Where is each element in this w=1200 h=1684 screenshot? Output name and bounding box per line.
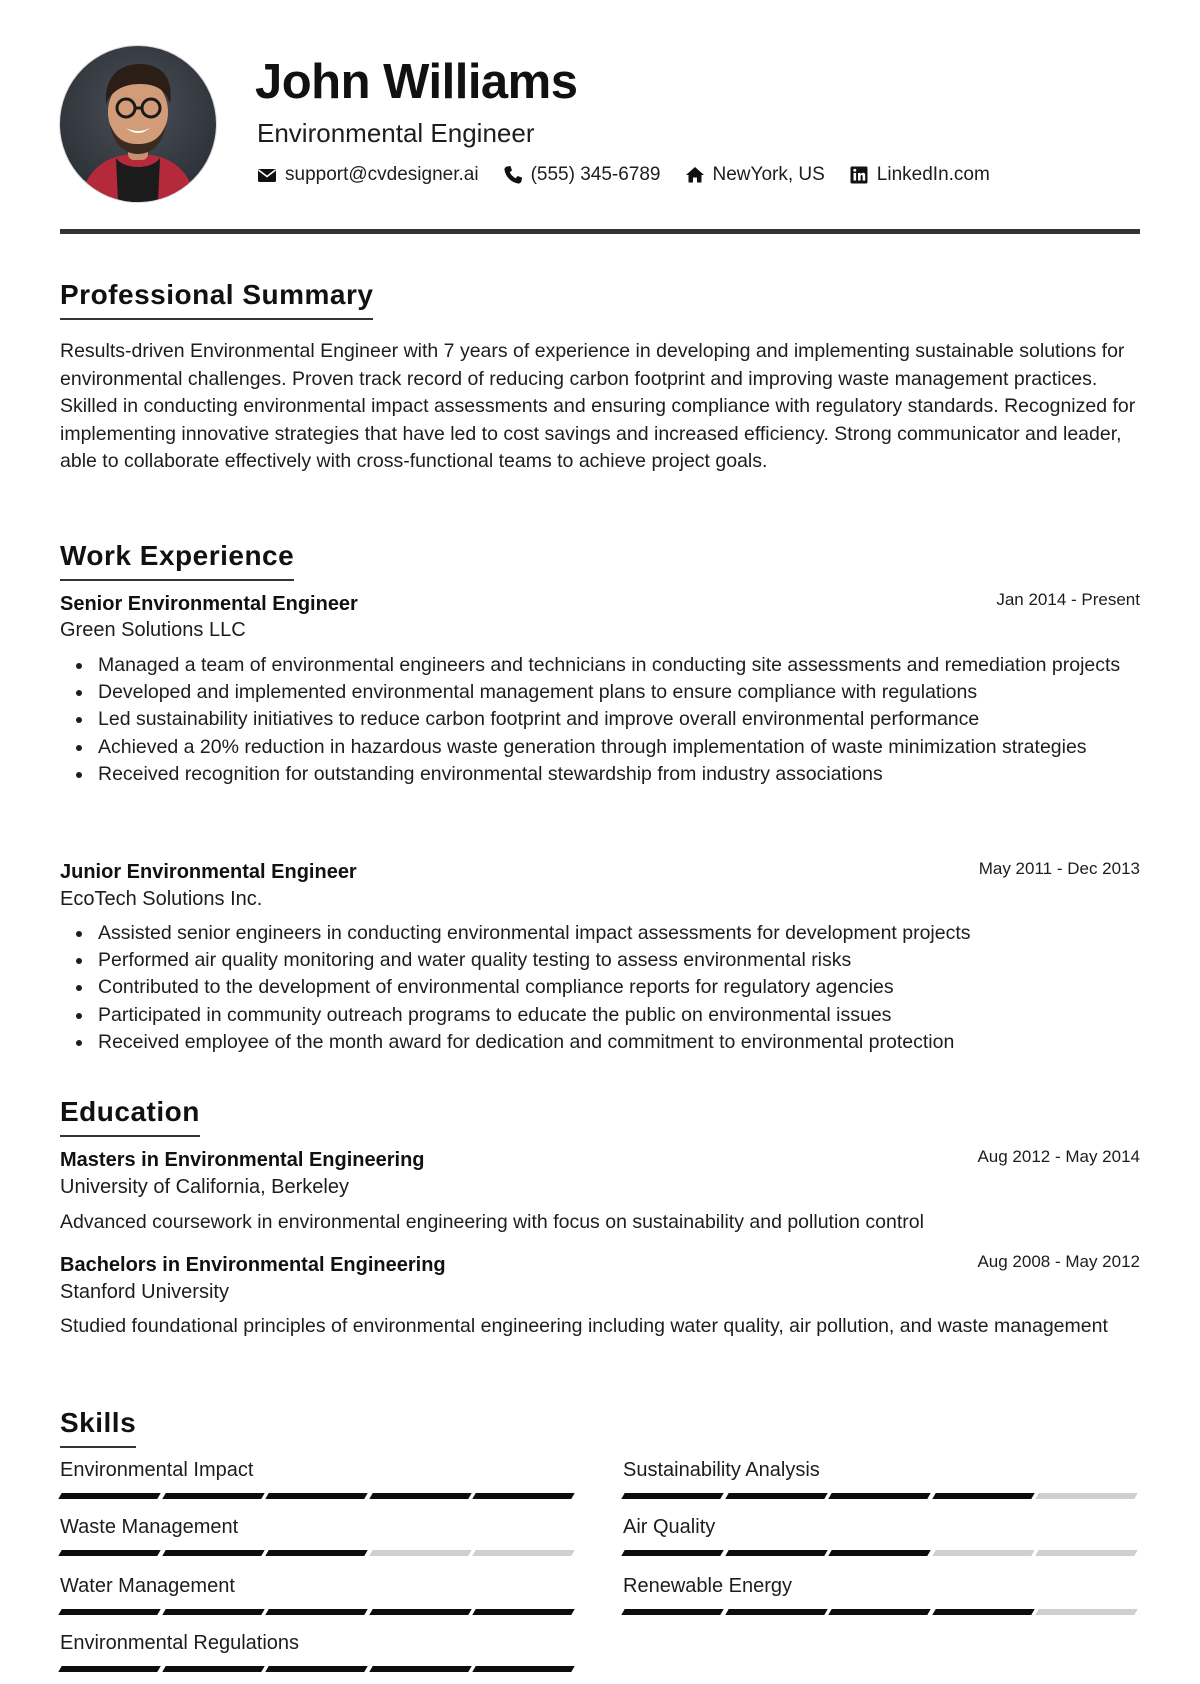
list-item: Received employee of the month award for dedication and commitment to environmental protection <box>60 1029 1142 1056</box>
summary-text: Results-driven Environmental Engineer with 7 years of experience in developing and implementing sustainable solutions for environmental challenges. Proven track record of reducing carbon footprint and improving waste management practices. Skilled in conducting environmental impact assessments and ensuring compliance with regulatory standards. Recognized for implementing innovative strategies that have led to cost savings and increased efficiency. Strong communicator and leader, able to collaborate effectively with cross-functional teams to achieve project goals. <box>60 340 1136 472</box>
skill-segment-filled <box>621 1493 723 1499</box>
skill-segment-filled <box>58 1666 160 1672</box>
contact-bar <box>257 164 1014 186</box>
skill-name: Sustainability Analysis <box>623 1459 820 1481</box>
skill-segment-filled <box>473 1493 575 1499</box>
skill-level-bar <box>60 1666 578 1672</box>
envelope-icon <box>257 165 277 185</box>
skill-level-bar <box>60 1493 578 1499</box>
job-title: Senior Environmental Engineer <box>60 593 358 615</box>
skill-segment-filled <box>265 1609 367 1615</box>
skill-segment-filled <box>265 1493 367 1499</box>
skill-level-bar <box>60 1550 578 1556</box>
education-heading: Education <box>60 1098 200 1137</box>
skill-item <box>623 1460 1141 1499</box>
home-icon <box>685 165 705 185</box>
candidate-title: Environmental Engineer <box>257 118 535 148</box>
degree-title: Bachelors in Environmental Engineering <box>60 1254 446 1276</box>
skill-name: Environmental Impact <box>60 1459 254 1481</box>
skill-segment-filled <box>162 1666 264 1672</box>
skill-level-bar <box>623 1493 1141 1499</box>
list-item: Received recognition for outstanding environmental stewardship from industry associations <box>60 761 1142 788</box>
skill-segment-filled <box>932 1609 1034 1615</box>
education-dates: Aug 2012 - May 2014 <box>977 1147 1140 1166</box>
contact-email[interactable] <box>257 164 479 186</box>
school-name: University of California, Berkeley <box>60 1176 349 1198</box>
skill-segment-filled <box>725 1550 827 1556</box>
phone-icon <box>503 165 523 185</box>
skill-segment-filled <box>369 1609 471 1615</box>
skill-segment-filled <box>828 1550 930 1556</box>
job-company: Green Solutions LLC <box>60 619 246 641</box>
list-item: Assisted senior engineers in conducting environmental impact assessments for development projects <box>60 920 1142 947</box>
job-dates: May 2011 - Dec 2013 <box>978 859 1140 878</box>
phone-text: (555) 345-6789 <box>530 164 661 185</box>
skill-segment-filled <box>828 1609 930 1615</box>
skill-segment-filled <box>58 1550 160 1556</box>
skill-name: Water Management <box>60 1575 235 1597</box>
contact-phone[interactable] <box>503 164 661 186</box>
skill-item <box>60 1633 578 1672</box>
skill-item <box>60 1517 578 1556</box>
skill-segment-filled <box>473 1609 575 1615</box>
list-item: Participated in community outreach programs to educate the public on environmental issues <box>60 1002 1142 1029</box>
skill-segment-filled <box>473 1666 575 1672</box>
skill-item <box>623 1517 1141 1556</box>
job-bullets <box>60 920 1142 1056</box>
skill-item <box>60 1576 578 1615</box>
list-item: Performed air quality monitoring and water quality testing to assess environmental risks <box>60 947 1142 974</box>
email-text: support@cvdesigner.ai <box>285 164 479 185</box>
list-item: Led sustainability initiatives to reduce carbon footprint and improve overall environmental performance <box>60 706 1142 733</box>
skill-segment-filled <box>725 1493 827 1499</box>
skill-segment-filled <box>725 1609 827 1615</box>
list-item: Managed a team of environmental engineers and technicians in conducting site assessments and remediation projects <box>60 652 1142 679</box>
education-description: Studied foundational principles of environmental engineering including water quality, air pollution, and waste management <box>60 1315 1108 1337</box>
education-description: Advanced coursework in environmental engineering with focus on sustainability and pollution control <box>60 1211 924 1233</box>
skill-name: Environmental Regulations <box>60 1632 300 1654</box>
linkedin-icon <box>849 165 869 185</box>
skill-name: Renewable Energy <box>623 1575 792 1597</box>
skill-segment-filled <box>265 1666 367 1672</box>
summary-heading: Professional Summary <box>60 281 373 320</box>
list-item: Developed and implemented environmental management plans to ensure compliance with regulations <box>60 679 1142 706</box>
list-item: Achieved a 20% reduction in hazardous waste generation through implementation of waste minimization strategies <box>60 734 1142 761</box>
skill-segment-filled <box>58 1493 160 1499</box>
skill-segment-filled <box>58 1609 160 1615</box>
job-title: Junior Environmental Engineer <box>60 861 357 883</box>
candidate-name: John Williams <box>255 55 578 109</box>
skill-item <box>60 1460 578 1499</box>
skill-segment-filled <box>162 1493 264 1499</box>
degree-title: Masters in Environmental Engineering <box>60 1149 425 1171</box>
skill-level-bar <box>60 1609 578 1615</box>
resume-header <box>60 46 1140 206</box>
skill-segment-empty <box>932 1550 1034 1556</box>
skill-name: Waste Management <box>60 1516 239 1538</box>
location-text: NewYork, US <box>712 164 825 185</box>
contact-linkedin[interactable] <box>849 164 990 186</box>
profile-photo <box>60 46 216 202</box>
skill-segment-filled <box>265 1550 367 1556</box>
skill-segment-filled <box>621 1609 723 1615</box>
skill-segment-empty <box>1036 1550 1138 1556</box>
job-bullets <box>60 652 1142 788</box>
job-dates: Jan 2014 - Present <box>996 590 1140 609</box>
skill-segment-filled <box>932 1493 1034 1499</box>
job-company: EcoTech Solutions Inc. <box>60 888 263 910</box>
skill-segment-filled <box>828 1493 930 1499</box>
skill-segment-filled <box>162 1609 264 1615</box>
contact-location <box>685 164 825 186</box>
skill-segment-filled <box>369 1493 471 1499</box>
school-name: Stanford University <box>60 1281 229 1303</box>
skill-segment-filled <box>369 1666 471 1672</box>
education-dates: Aug 2008 - May 2012 <box>977 1252 1140 1271</box>
linkedin-text: LinkedIn.com <box>876 164 990 185</box>
skill-level-bar <box>623 1609 1141 1615</box>
skill-segment-empty <box>369 1550 471 1556</box>
header-divider <box>60 229 1140 234</box>
skill-segment-empty <box>1036 1609 1138 1615</box>
skills-heading: Skills <box>60 1409 136 1448</box>
skill-segment-empty <box>473 1550 575 1556</box>
avatar <box>60 46 216 202</box>
skill-item <box>623 1576 1141 1615</box>
skill-segment-filled <box>621 1550 723 1556</box>
list-item: Contributed to the development of environmental compliance reports for regulatory agencies <box>60 974 1142 1001</box>
skill-segment-filled <box>162 1550 264 1556</box>
experience-heading: Work Experience <box>60 542 294 581</box>
skill-level-bar <box>623 1550 1141 1556</box>
skill-segment-empty <box>1036 1493 1138 1499</box>
skill-name: Air Quality <box>623 1516 716 1538</box>
